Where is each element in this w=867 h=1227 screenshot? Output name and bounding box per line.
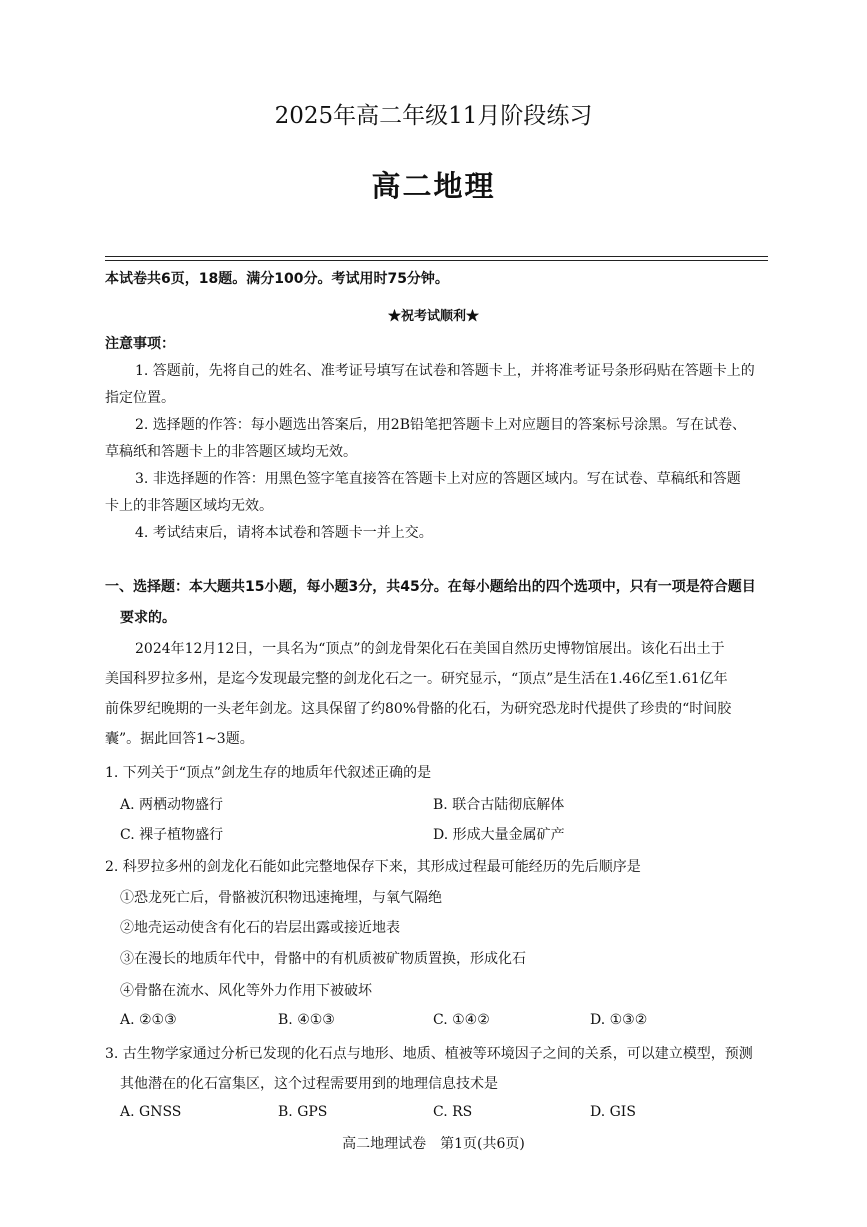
option-d: D. GIS (590, 1104, 636, 1120)
question-stem: 其他潜在的化石富集区，这个过程需要用到的地理信息技术是 (120, 1076, 498, 1092)
section-heading: 要求的。 (120, 610, 176, 626)
exam-title: 2025年高二年级11月阶段练习 (274, 103, 593, 129)
option-a: A. 两栖动物盛行 (120, 797, 224, 813)
good-luck-banner: ★祝考试顺利★ (387, 309, 479, 324)
option-d: D. ①③② (590, 1012, 648, 1028)
note-line: 卡上的非答题区域均无效。 (105, 498, 273, 514)
exam-info: 本试卷共6页，18题。满分100分。考试用时75分钟。 (105, 271, 449, 287)
sequence-item: ②地壳运动使含有化石的岩层出露或接近地表 (120, 920, 400, 936)
note-line: 4. 考试结束后，请将本试卷和答题卡一并上交。 (135, 525, 433, 541)
option-b: B. GPS (278, 1104, 328, 1120)
option-b: B. 联合古陆彻底解体 (433, 797, 565, 813)
option-a: A. ②①③ (120, 1012, 177, 1028)
note-line: 指定位置。 (105, 390, 175, 406)
passage-line: 美国科罗拉多州，是迄今发现最完整的剑龙化石之一。研究显示，“顶点”是生活在1.46亿至1.61亿年 (105, 671, 728, 687)
option-c: C. RS (433, 1104, 473, 1120)
sequence-item: ①恐龙死亡后，骨骼被沉积物迅速掩埋，与氧气隔绝 (120, 890, 442, 906)
section-heading: 一、选择题：本大题共15小题，每小题3分，共45分。在每小题给出的四个选项中，只有一项是符合题目 (105, 579, 756, 595)
note-line: 草稿纸和答题卡上的非答题区域均无效。 (105, 444, 357, 460)
option-b: B. ④①③ (278, 1012, 335, 1028)
page-footer: 高二地理试卷 第1页(共6页) (342, 1136, 525, 1152)
note-line: 1. 答题前，先将自己的姓名、准考证号填写在试卷和答题卡上，并将准考证号条形码贴在答题卡上的 (135, 363, 755, 379)
divider (105, 260, 768, 261)
option-c: C. 裸子植物盛行 (120, 827, 224, 843)
sequence-item: ④骨骼在流水、风化等外力作用下被破坏 (120, 983, 372, 999)
note-line: 2. 选择题的作答：每小题选出答案后，用2B铅笔把答题卡上对应题目的答案标号涂黑。写在试卷、 (135, 417, 747, 433)
subject-title: 高二地理 (371, 169, 496, 203)
passage-line: 前侏罗纪晚期的一头老年剑龙。这具保留了约80%骨骼的化石，为研究恐龙时代提供了珍贵的“时间胶 (105, 701, 732, 717)
question-stem: 1. 下列关于“顶点”剑龙生存的地质年代叙述正确的是 (105, 765, 432, 781)
divider (105, 256, 768, 257)
question-stem: 2. 科罗拉多州的剑龙化石能如此完整地保存下来，其形成过程最可能经历的先后顺序是 (105, 859, 641, 875)
passage-line: 囊”。据此回答1~3题。 (105, 731, 254, 747)
sequence-item: ③在漫长的地质年代中，骨骼中的有机质被矿物质置换，形成化石 (120, 951, 526, 967)
note-line: 3. 非选择题的作答：用黑色签字笔直接答在答题卡上对应的答题区域内。写在试卷、草稿纸和答题 (135, 471, 741, 487)
option-d: D. 形成大量金属矿产 (433, 827, 565, 843)
option-c: C. ①④② (433, 1012, 490, 1028)
question-stem: 3. 古生物学家通过分析已发现的化石点与地形、地质、植被等环境因子之间的关系，可以建立模型，预测 (105, 1046, 753, 1062)
option-a: A. GNSS (120, 1104, 182, 1120)
passage-line: 2024年12月12日，一具名为“顶点”的剑龙骨架化石在美国自然历史博物馆展出。该化石出土于 (135, 641, 725, 657)
notes-heading: 注意事项： (105, 336, 175, 352)
